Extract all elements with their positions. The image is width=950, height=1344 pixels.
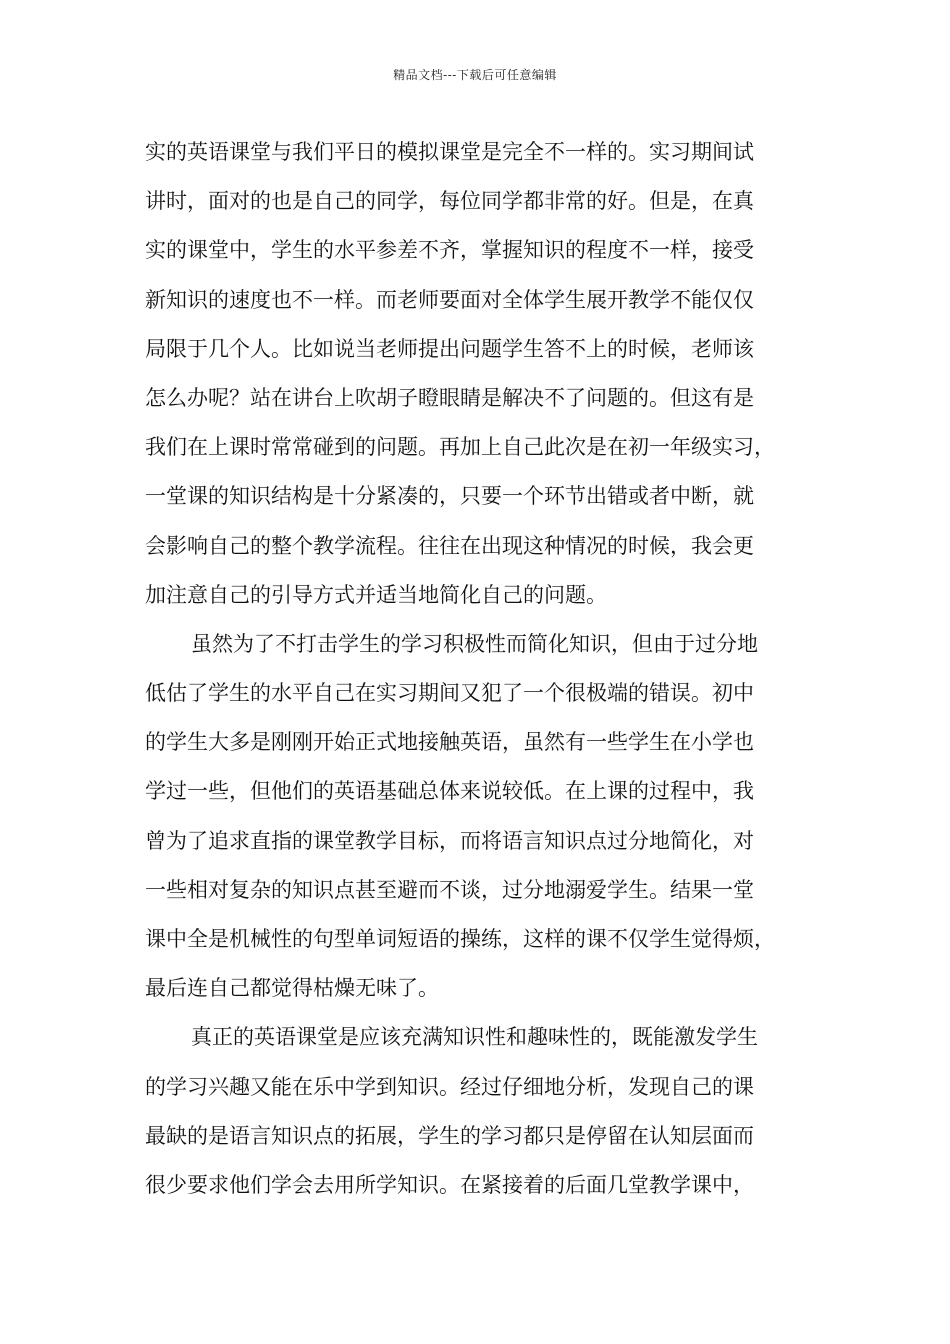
text-line: 低估了学生的水平自己在实习期间又犯了一个很极端的错误。初中 xyxy=(145,681,754,706)
text-line: 新知识的速度也不一样。而老师要面对全体学生展开教学不能仅仅 xyxy=(145,287,754,312)
text-line: 曾为了追求直指的课堂教学目标，而将语言知识点过分地简化，对 xyxy=(145,828,754,853)
text-line: 课中全是机械性的句型单词短语的操练，这样的课不仅学生觉得烦， xyxy=(145,927,775,951)
text-line: 学过一些，但他们的英语基础总体来说较低。在上课的过程中，我 xyxy=(145,779,754,804)
text-line: 怎么办呢？站在讲台上吹胡子瞪眼睛是解决不了问题的。但这有是 xyxy=(145,385,754,410)
text-line: 加注意自己的引导方式并适当地简化自己的问题。 xyxy=(145,582,607,607)
document-body xyxy=(145,128,825,1210)
paragraph-start-line: 虽然为了不打击学生的学习积极性而简化知识，但由于过分地 xyxy=(191,631,758,656)
text-line: 讲时，面对的也是自己的同学，每位同学都非常的好。但是，在真 xyxy=(145,189,754,214)
text-line: 会影响自己的整个教学流程。往往在出现这种情况的时候，我会更 xyxy=(145,533,754,558)
text-line: 一些相对复杂的知识点甚至避而不谈，过分地溺爱学生。结果一堂 xyxy=(145,877,754,902)
page-header: 精品文档---下载后可任意编辑 xyxy=(393,68,557,82)
text-line: 最后连自己都觉得枯燥无味了。 xyxy=(145,976,439,1001)
text-line: 我们在上课时常常碰到的问题。再加上自己此次是在初一年级实习， xyxy=(145,435,775,460)
text-line: 很少要求他们学会去用所学知识。在紧接着的后面几堂教学课中， xyxy=(145,1172,754,1197)
text-line: 实的课堂中，学生的水平参差不齐，掌握知识的程度不一样，接受 xyxy=(145,238,754,263)
text-line: 实的英语课堂与我们平日的模拟课堂是完全不一样的。实习期间试 xyxy=(145,140,754,164)
text-line: 最缺的是语言知识点的拓展，学生的学习都只是停留在认知层面而 xyxy=(145,1123,754,1148)
text-line: 局限于几个人。比如说当老师提出问题学生答不上的时候，老师该 xyxy=(145,336,754,361)
text-line: 一堂课的知识结构是十分紧凑的，只要一个环节出错或者中断，就 xyxy=(145,484,754,509)
text-line: 的学生大多是刚刚开始正式地接触英语，虽然有一些学生在小学也 xyxy=(145,730,754,755)
paragraph-start-line: 真正的英语课堂是应该充满知识性和趣味性的，既能激发学生 xyxy=(191,1025,758,1050)
text-line: 的学习兴趣又能在乐中学到知识。经过仔细地分析，发现自己的课 xyxy=(145,1074,754,1099)
